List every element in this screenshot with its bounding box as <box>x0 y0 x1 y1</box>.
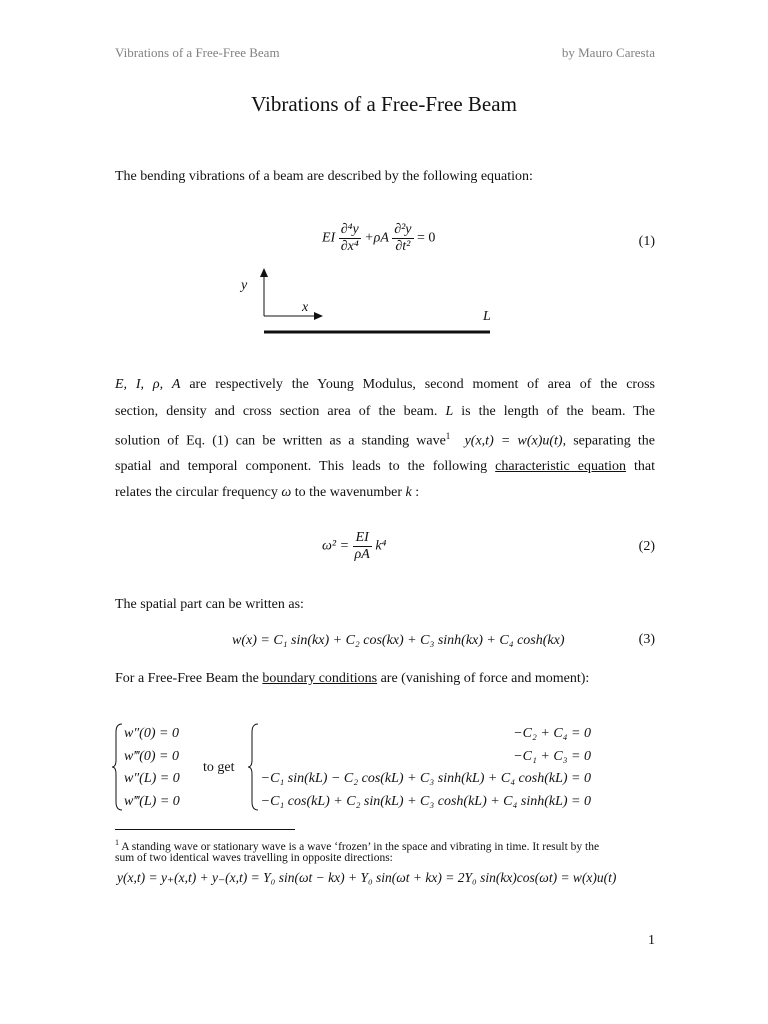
footnote-line2: sum of two identical waves travelling in opposite directions: <box>115 852 393 864</box>
equation-3: w(x) = C₁ sin(kx) + C₂ cos(kx) + C₃ sinh(kx) + C₄ cosh(kx) <box>232 633 565 648</box>
spatial-part-text: The spatial part can be written as: <box>115 597 304 612</box>
para1-k: k <box>405 485 412 500</box>
footnote-equation: y(x,t) = y₊(x,t) + y₋(x,t) = Y₀ sin(ωt − kx) + Y₀ sin(ωt + kx) = 2Y₀ sin(kx)cos(ωt) = w(x)u(t) <box>117 870 617 885</box>
boundary-conditions-link[interactable]: boundary conditions <box>262 671 378 686</box>
y-arrowhead <box>260 268 268 277</box>
diagram-y-label: y <box>241 278 248 293</box>
equation-1-label: (1) <box>638 234 655 249</box>
para1-line5-c: : <box>411 485 420 500</box>
eq1-den-a: ∂x⁴ <box>340 239 359 254</box>
page-title: Vibrations of a Free-Free Beam <box>251 92 517 116</box>
para1-line4 <box>115 459 655 475</box>
footnote-rule <box>115 829 295 830</box>
eq1-num-b: ∂²y <box>394 222 412 237</box>
eq1-plus: +ρA <box>364 230 389 246</box>
para1-line3-b: , separating the <box>562 433 656 449</box>
bc-left-3: w″(L) = 0 <box>124 771 180 786</box>
eq2-lhs: ω² = <box>322 538 350 554</box>
para1-line3-eq: y(x,t) = w(x)u(t) <box>464 433 563 449</box>
footnote-text-1: A standing wave or stationary wave is a wave ‘frozen’ in the space and vibrating in time. It result by the <box>119 840 600 853</box>
to-get-label: to get <box>203 760 235 775</box>
page-number: 1 <box>648 933 655 948</box>
equation-2 <box>322 530 386 563</box>
bc-left-2: w‴(0) = 0 <box>124 749 179 764</box>
para1-line2-L: L <box>445 404 454 419</box>
eq1-rhs: = 0 <box>417 230 436 246</box>
x-arrowhead <box>314 312 323 320</box>
running-header-author: by Mauro Caresta <box>561 45 655 60</box>
eq1-ei: EI <box>322 230 336 246</box>
para1-line4-a: spatial and temporal component. This leads to the following <box>115 459 496 474</box>
diagram-x-label: x <box>302 300 309 315</box>
para1-line5 <box>115 486 419 500</box>
para1-line1-text: are respectively the Young Modulus, second moment of area of the cross <box>180 377 655 392</box>
intro-text: The bending vibrations of a beam are described by the following equation: <box>115 169 533 184</box>
para1-omega: ω <box>281 485 292 500</box>
bc-left-1: w″(0) = 0 <box>124 726 179 741</box>
eq1-fraction-a <box>339 222 361 255</box>
para1-line3-a: solution of Eq. (1) can be written as a standing wave <box>115 433 446 449</box>
running-header-title: Vibrations of a Free-Free Beam <box>115 45 280 60</box>
eq1-fraction-b <box>392 222 413 255</box>
eq2-fraction <box>353 530 372 563</box>
equation-3-label: (3) <box>638 632 655 647</box>
bc-right-3: −C₁ sin(kL) − C₂ cos(kL) + C₃ sinh(kL) + C₄ cosh(kL) = 0 <box>260 771 591 786</box>
boundary-text <box>115 672 589 686</box>
eq1-num-a: ∂⁴y <box>340 222 359 237</box>
para1-line2-b: is the length of the beam. The <box>453 404 656 419</box>
footnote-line1 <box>115 838 599 853</box>
left-brace <box>112 722 124 812</box>
para1-line2-a: section, density and cross section area of the beam. <box>115 404 446 419</box>
eq2-num: EI <box>353 530 372 547</box>
diagram-l-label: L <box>483 309 491 324</box>
equation-1 <box>322 222 435 255</box>
para1-line5-b: to the wavenumber <box>291 485 406 500</box>
beam-diagram <box>230 262 500 340</box>
bc-text-a: For a Free-Free Beam the <box>115 671 263 686</box>
bc-right-1: −C₂ + C₄ = 0 <box>513 726 591 741</box>
bc-right-2: −C₁ + C₃ = 0 <box>513 749 591 764</box>
eq2-den: ρA <box>354 547 370 562</box>
para1-line3 <box>115 431 655 450</box>
characteristic-equation-link[interactable]: characteristic equation <box>495 459 626 474</box>
eq2-rhs: k⁴ <box>375 538 387 554</box>
para1-line4-b: that <box>626 459 656 474</box>
bc-left-4: w‴(L) = 0 <box>124 794 180 809</box>
para1-line5-a: relates the circular frequency <box>115 485 282 500</box>
para1-line2 <box>115 404 655 420</box>
equation-2-label: (2) <box>638 539 655 554</box>
eq1-den-b: ∂t² <box>395 239 411 254</box>
footnote-ref[interactable]: 1 <box>445 431 451 441</box>
bc-right-4: −C₁ cos(kL) + C₂ sin(kL) + C₃ cosh(kL) + C₄ sinh(kL) = 0 <box>260 794 591 809</box>
footnote-mark: 1 <box>115 838 119 847</box>
para1-line1 <box>115 377 655 393</box>
para1-vars: E, I, ρ, A <box>115 377 181 392</box>
bc-text-b: are (vanishing of force and moment): <box>377 671 590 686</box>
